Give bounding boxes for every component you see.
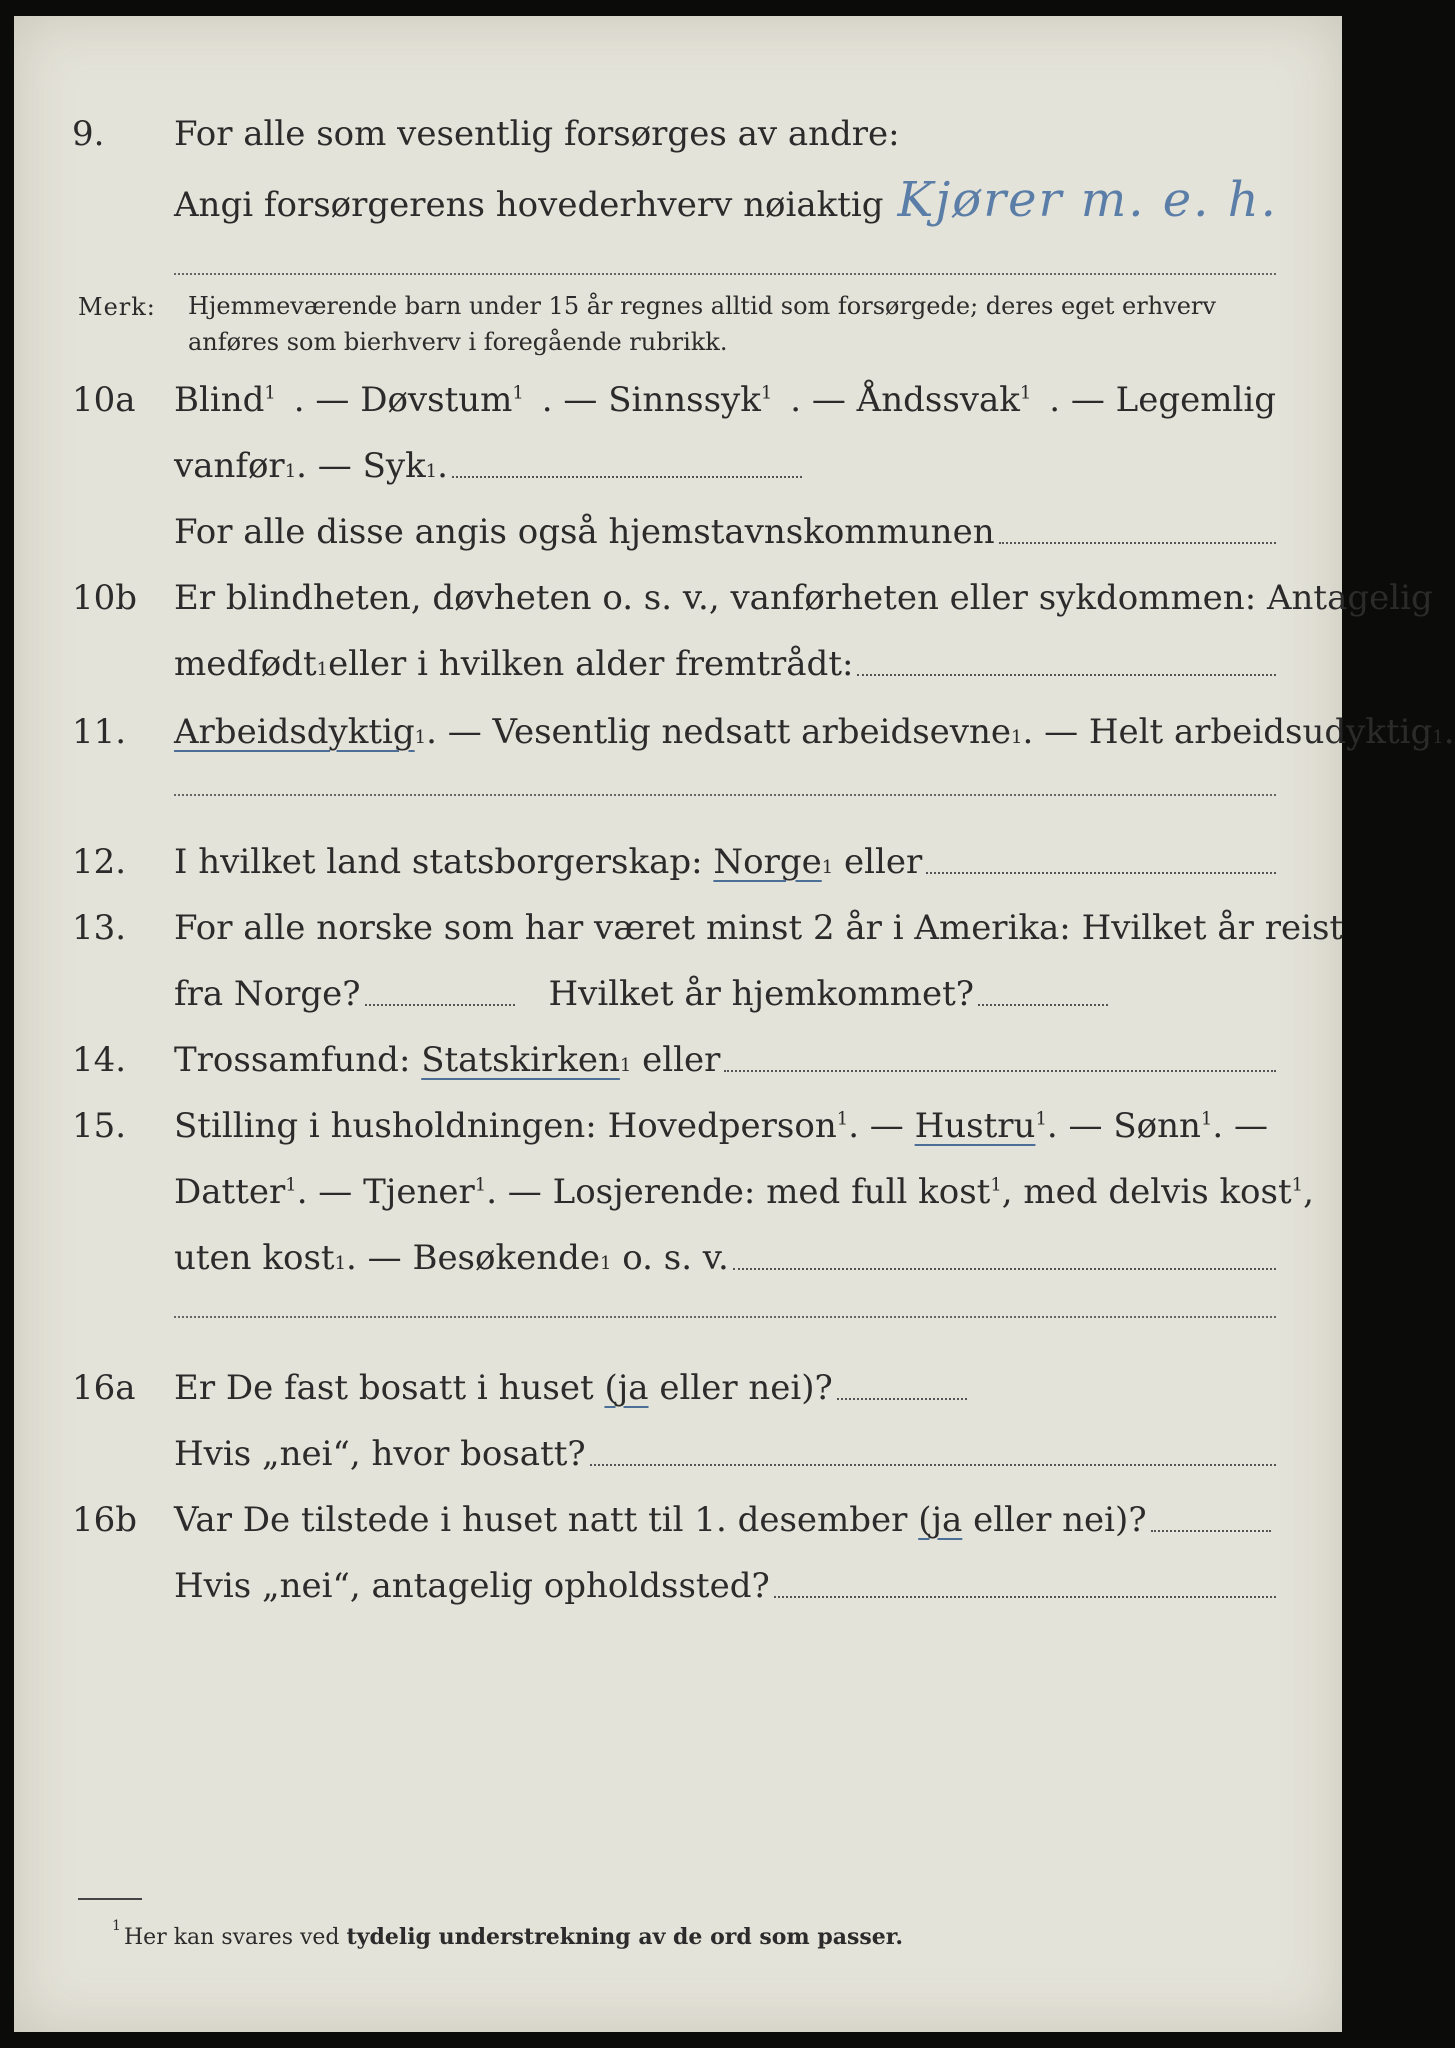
q16a-hvor-bosatt: Hvis „nei“, hvor bosatt? (174, 1434, 586, 1474)
q11-dotted-line (174, 794, 1276, 796)
q10a-line3 (174, 512, 1276, 552)
q14-statskirken: Statskirken (421, 1040, 620, 1080)
q11-nedsatt: . — Vesentlig nedsatt arbeidsevne (426, 712, 1012, 752)
q10b-line1 (174, 578, 1433, 618)
q16b-line2 (174, 1566, 1276, 1606)
q10a-hjemstavn-dots (999, 542, 1276, 544)
q16b-opholdssted-dots (774, 1596, 1276, 1598)
q13-hjemkommet: Hvilket år hjemkommet? (548, 974, 975, 1014)
q9-number: 9. (72, 114, 105, 154)
q15-tjener: . — Tjener (296, 1172, 475, 1212)
q16a-text: Er De fast bosatt i huset (174, 1368, 605, 1408)
q16a-number: 16a (72, 1368, 136, 1408)
q9-line1 (174, 114, 1276, 154)
q14-dots (724, 1070, 1276, 1072)
footnote (112, 1918, 904, 1950)
q9-handwritten-answer: Kjører m. e. h. (897, 172, 1278, 228)
footnote-number: 1 (112, 1918, 121, 1934)
q10b-text1: Er blindheten, døvheten o. s. v., vanførheten eller sykdommen: Antagelig (174, 578, 1433, 618)
q10a-vanfor: vanfør (174, 446, 285, 486)
footnote-text: Her kan svares ved (124, 1925, 347, 1950)
q10a-syk-dots (452, 476, 802, 478)
q10a-sinnssyk: . — Sinnssyk$^1$ (541, 380, 773, 420)
q13-text1: For alle norske som har været minst 2 år i Amerika: Hvilket år reist (174, 908, 1344, 948)
q12-eller: eller (833, 842, 923, 882)
q16b-eller-nei: eller nei)? (962, 1500, 1147, 1540)
merk-text-line2: anføres som bierhverv i foregående rubrikk. (188, 328, 728, 356)
q16a-ja: (ja (604, 1368, 649, 1408)
q14-number: 14. (72, 1040, 127, 1080)
q10a-legemlig: . — Legemlig (1049, 380, 1276, 420)
q16b-dots (1151, 1530, 1271, 1532)
q14-line1: Trossamfund: Statskirken 1 eller (174, 1040, 1276, 1080)
merk-text-line1: Hjemmeværende barn under 15 år regnes alltid som forsørgede; deres eget erhverv (188, 292, 1216, 320)
q10a-hjemstavn: For alle disse angis også hjemstavnskommunen (174, 512, 995, 552)
q15-line1: Stilling i husholdningen: Hovedperson$^1$. — Hustru$^1$. — Sønn$^1$. — (174, 1106, 1268, 1146)
q15-uten-kost: uten kost (174, 1238, 335, 1278)
q12-dots (926, 872, 1276, 874)
q13-line1 (174, 908, 1344, 948)
q15-number: 15. (72, 1106, 127, 1146)
q11-number: 11. (72, 712, 127, 752)
q9-line2 (174, 172, 1278, 228)
footnote-rule (78, 1898, 142, 1900)
q15-osv: o. s. v. (611, 1238, 729, 1278)
q16b-text: Var De tilstede i huset natt til 1. desember (174, 1500, 919, 1540)
q15-sonn: . — Sønn (1046, 1106, 1201, 1146)
q13-number: 13. (72, 908, 127, 948)
footnote-bold-text: tydelig understrekning av de ord som passer. (346, 1924, 904, 1950)
q16a-eller-nei: eller nei)? (648, 1368, 833, 1408)
q9-extra-dotted-line (174, 273, 1276, 275)
q10a-line1 (174, 380, 1276, 420)
q13-reist-dots (365, 1004, 515, 1006)
q12-text: I hvilket land statsborgerskap: (174, 842, 714, 882)
q16a-dots (837, 1398, 967, 1400)
q16a-line2 (174, 1434, 1276, 1474)
q10b-line2: medfødt 1 eller i hvilken alder fremtrådt: (174, 644, 1276, 684)
q16a-hvor-dots (590, 1464, 1276, 1466)
q16b-ja: (ja (918, 1500, 963, 1540)
q10b-medfodt: medfødt (174, 644, 317, 684)
q15-dots (733, 1268, 1276, 1270)
q15-datter: Datter (174, 1172, 286, 1212)
q16b-line1 (174, 1500, 1276, 1540)
census-form-page (14, 16, 1455, 2032)
q14-eller: eller (631, 1040, 721, 1080)
q12-line1: I hvilket land statsborgerskap: Norge 1 eller (174, 842, 1276, 882)
q15-dotted-line (174, 1316, 1276, 1318)
q10a-syk: . — Syk (296, 446, 426, 486)
q10a-number: 10a (72, 380, 136, 420)
q9-text1: For alle som vesentlig forsørges av andre: (174, 114, 900, 154)
q10b-number: 10b (72, 578, 138, 618)
q11-line1: Arbeidsdyktig 1 . — Vesentlig nedsatt arbeidsevne 1 . — Helt arbeidsudyktig 1 . (174, 712, 1455, 752)
q13-hjemkommet-dots (978, 1004, 1108, 1006)
q16b-opholdssted: Hvis „nei“, antagelig opholdssted? (174, 1566, 770, 1606)
q12-number: 12. (72, 842, 127, 882)
q10a-andssvak: . — Åndssvak$^1$ (790, 380, 1032, 420)
q13-reist: fra Norge? (174, 974, 361, 1014)
q14-text: Trossamfund: (174, 1040, 422, 1080)
q15-losjerende: . — Losjerende: med full kost (486, 1172, 991, 1212)
q13-line2 (174, 974, 1276, 1014)
q10b-dots (857, 674, 1276, 676)
q15-hovedperson: Stilling i husholdningen: Hovedperson (174, 1106, 837, 1146)
q16a-line1 (174, 1368, 1276, 1408)
q11-udyktig: . — Helt arbeidsudyktig (1022, 712, 1433, 752)
q11-arbeidsdyktig: Arbeidsdyktig (174, 712, 415, 752)
q16b-number: 16b (72, 1500, 138, 1540)
q10a-line2: vanfør 1 . — Syk 1 . (174, 446, 1276, 486)
q10a-blind: Blind$^1$ (174, 380, 276, 420)
q10b-alder: eller i hvilken alder fremtrådt: (328, 644, 854, 684)
q15-hustru: Hustru (914, 1106, 1036, 1146)
q12-norge: Norge (713, 842, 822, 882)
q15-line2: Datter$^1$. — Tjener$^1$. — Losjerende: med full kost$^1$, med delvis kost$^1$, (174, 1172, 1314, 1212)
q15-besokende: . — Besøkende (346, 1238, 600, 1278)
q10a-dovstum: . — Døvstum$^1$ (293, 380, 524, 420)
merk-label: Merk: (78, 293, 156, 321)
q15-line3: uten kost 1 . — Besøkende 1 o. s. v. (174, 1238, 1276, 1278)
q15-delvis-kost: , med delvis kost (1001, 1172, 1292, 1212)
q9-text2: Angi forsørgerens hovederhverv nøiaktig (174, 185, 884, 225)
